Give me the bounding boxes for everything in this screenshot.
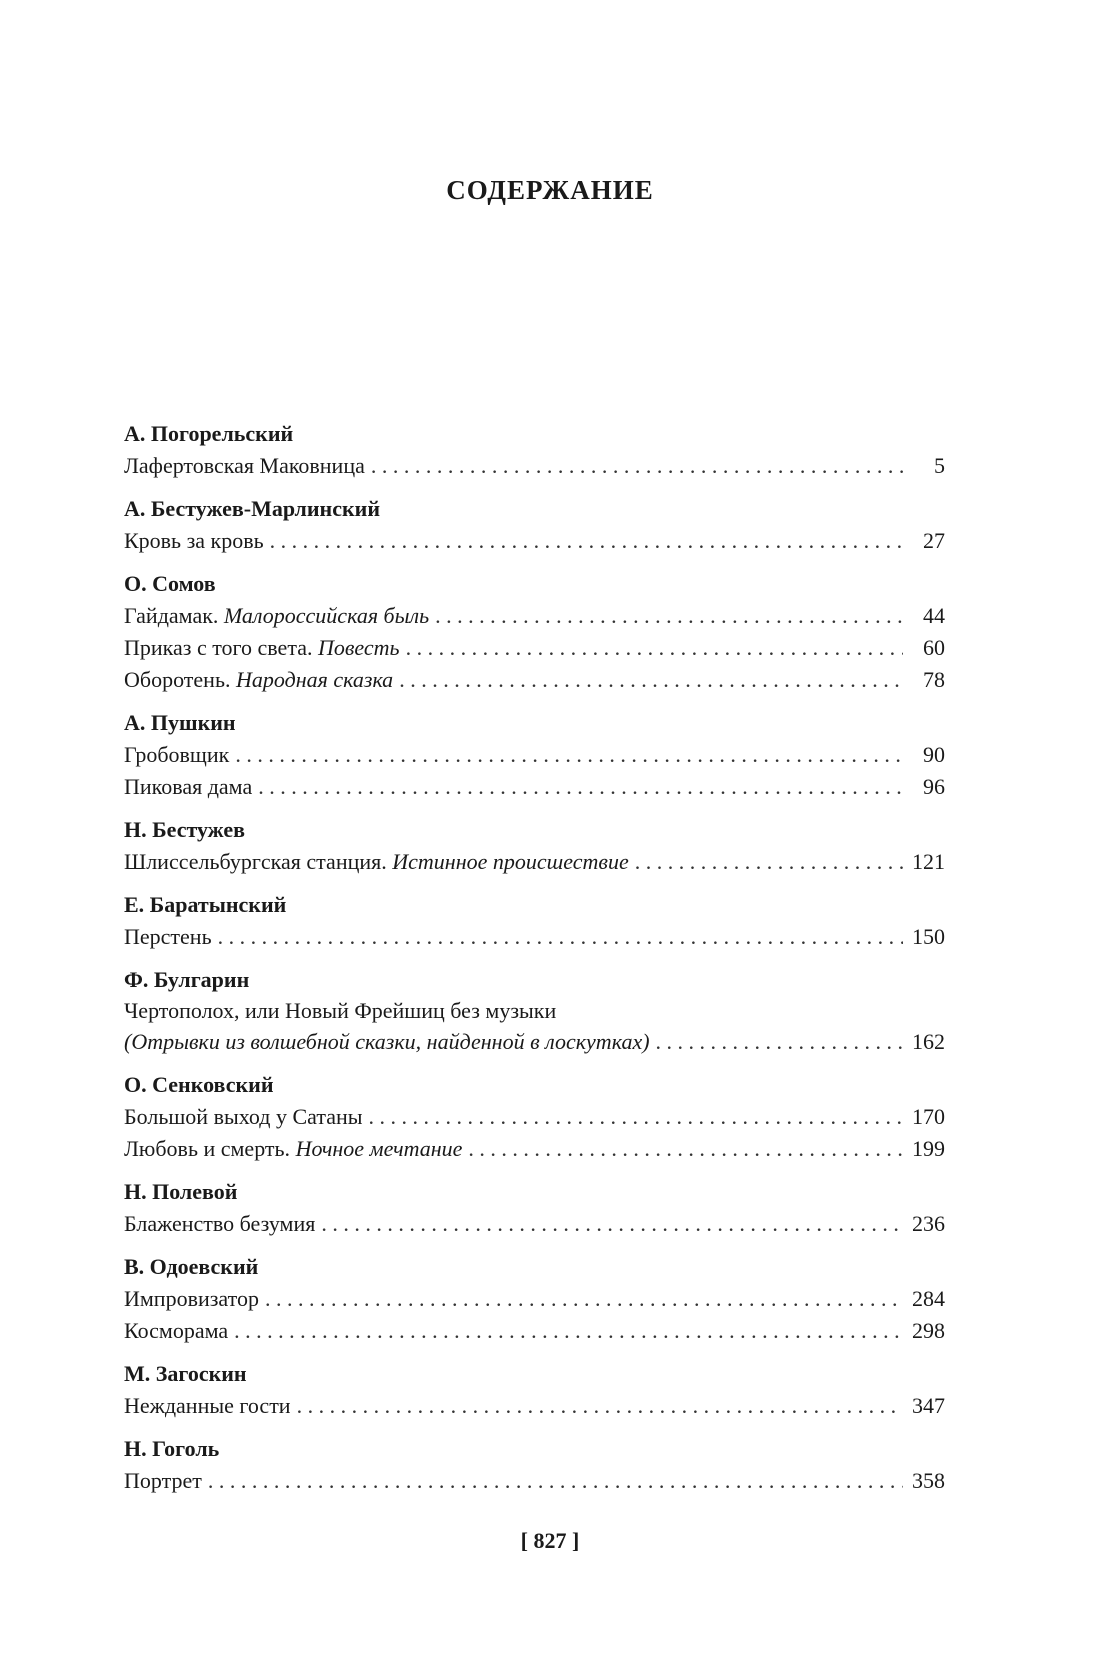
toc-section (124, 1176, 945, 1240)
page-number: 358 (912, 1468, 945, 1493)
toc-section (124, 814, 945, 878)
dot-leader (369, 1101, 903, 1133)
page-number: 60 (923, 635, 945, 660)
entry-subtitle: Ночное мечтание (295, 1136, 463, 1161)
page-number: 5 (934, 453, 945, 478)
entry-title: Чертополох, или Новый Фрейшиц без музыки (124, 998, 557, 1023)
toc-entry (124, 921, 945, 953)
dot-leader (399, 664, 903, 696)
entry-text (124, 1133, 462, 1165)
page-number: 27 (923, 528, 945, 553)
page-number: 162 (912, 1029, 945, 1054)
entry-title: Пиковая дама (124, 774, 253, 799)
dot-leader (635, 846, 903, 878)
page-number: 78 (923, 667, 945, 692)
table-of-contents (124, 418, 945, 1508)
dot-leader (235, 739, 903, 771)
author-name: А. Бестужев-Марлинский (124, 496, 381, 521)
toc-entry (124, 632, 945, 664)
dot-leader (468, 1133, 903, 1165)
toc-entry (124, 1465, 945, 1497)
entry-title: Блаженство безумия (124, 1211, 316, 1236)
entry-text (124, 664, 393, 696)
author-name: Н. Полевой (124, 1179, 238, 1204)
page-number: 284 (912, 1286, 945, 1311)
toc-section (124, 1251, 945, 1347)
dot-leader (435, 600, 903, 632)
dot-leader (218, 921, 903, 953)
toc-entry (124, 1315, 945, 1347)
entry-title: Импровизатор (124, 1286, 259, 1311)
toc-entry (124, 1101, 945, 1133)
toc-section (124, 418, 945, 482)
toc-section (124, 889, 945, 953)
toc-entry (124, 450, 945, 482)
author-name: Н. Бестужев (124, 817, 245, 842)
page-number: 121 (912, 849, 945, 874)
dot-leader (406, 632, 903, 664)
dot-leader (234, 1315, 903, 1347)
entry-title: Оборотень. (124, 667, 231, 692)
toc-entry (124, 739, 945, 771)
toc-entry (124, 525, 945, 557)
toc-section (124, 1358, 945, 1422)
entry-title: Портрет (124, 1468, 202, 1493)
author-name: Н. Гоголь (124, 1436, 220, 1461)
toc-entry (124, 664, 945, 696)
page-folio: [ 827 ] (520, 1528, 580, 1553)
author-name: Ф. Булгарин (124, 967, 250, 992)
page-number: 199 (912, 1136, 945, 1161)
toc-entry (124, 1026, 945, 1058)
dot-leader (208, 1465, 903, 1497)
entry-text (124, 1390, 291, 1422)
toc-entry (124, 1390, 945, 1422)
entry-title: Лафертовская Маковница (124, 453, 365, 478)
entry-title: Приказ с того света. (124, 635, 313, 660)
entry-text (124, 632, 400, 664)
dot-leader (371, 450, 903, 482)
entry-title: Любовь и смерть. (124, 1136, 291, 1161)
page-number: 170 (912, 1104, 945, 1129)
toc-section (124, 1433, 945, 1497)
entry-title: Большой выход у Сатаны (124, 1104, 363, 1129)
dot-leader (258, 771, 903, 803)
page-number: 96 (923, 774, 945, 799)
entry-text (124, 1208, 315, 1240)
page-number: 298 (912, 1318, 945, 1343)
page-number: 44 (923, 603, 945, 628)
dot-leader (297, 1390, 903, 1422)
entry-title: Перстень (124, 924, 212, 949)
entry-subtitle: Повесть (317, 635, 400, 660)
toc-entry (124, 600, 945, 632)
dot-leader (270, 525, 903, 557)
author-name: А. Пушкин (124, 710, 236, 735)
toc-entry (124, 1283, 945, 1315)
author-name: В. Одоевский (124, 1254, 259, 1279)
entry-text (124, 771, 252, 803)
author-name: Е. Баратынский (124, 892, 287, 917)
entry-subtitle: Малороссийская быль (223, 603, 430, 628)
dot-leader (656, 1026, 903, 1058)
entry-title: Косморама (124, 1318, 229, 1343)
entry-text (124, 1315, 228, 1347)
entry-text (124, 739, 229, 771)
toc-entry (124, 771, 945, 803)
page-number: 347 (912, 1393, 945, 1418)
entry-title: Нежданные гости (124, 1393, 291, 1418)
entry-subtitle: Народная сказка (235, 667, 394, 692)
entry-subtitle: (Отрывки из волшебной сказки, найденной в лоскутках) (124, 1029, 650, 1054)
entry-title: Кровь за кровь (124, 528, 264, 553)
entry-title: Шлиссельбургская станция. (124, 849, 387, 874)
toc-section (124, 1069, 945, 1165)
toc-section (124, 568, 945, 696)
entry-title: Гайдамак. (124, 603, 219, 628)
toc-section (124, 707, 945, 803)
entry-text (124, 1465, 202, 1497)
entry-text (124, 1283, 259, 1315)
entry-text (124, 921, 212, 953)
author-name: О. Сомов (124, 571, 216, 596)
author-name: М. Загоскин (124, 1361, 247, 1386)
page-number: 90 (923, 742, 945, 767)
page-number: 150 (912, 924, 945, 949)
entry-text (124, 450, 365, 482)
page-number: 236 (912, 1211, 945, 1236)
dot-leader (321, 1208, 903, 1240)
toc-section (124, 964, 945, 1058)
author-name: О. Сенковский (124, 1072, 274, 1097)
toc-entry (124, 1133, 945, 1165)
author-name: А. Погорельский (124, 421, 294, 446)
dot-leader (265, 1283, 903, 1315)
page-title: СОДЕРЖАНИЕ (446, 175, 654, 205)
entry-text (124, 600, 429, 632)
entry-text (124, 846, 629, 878)
entry-subtitle: Истинное происшествие (392, 849, 629, 874)
toc-entry (124, 1208, 945, 1240)
entry-text (124, 525, 264, 557)
entry-text (124, 1101, 363, 1133)
toc-section (124, 493, 945, 557)
entry-title: Гробовщик (124, 742, 230, 767)
toc-entry (124, 846, 945, 878)
